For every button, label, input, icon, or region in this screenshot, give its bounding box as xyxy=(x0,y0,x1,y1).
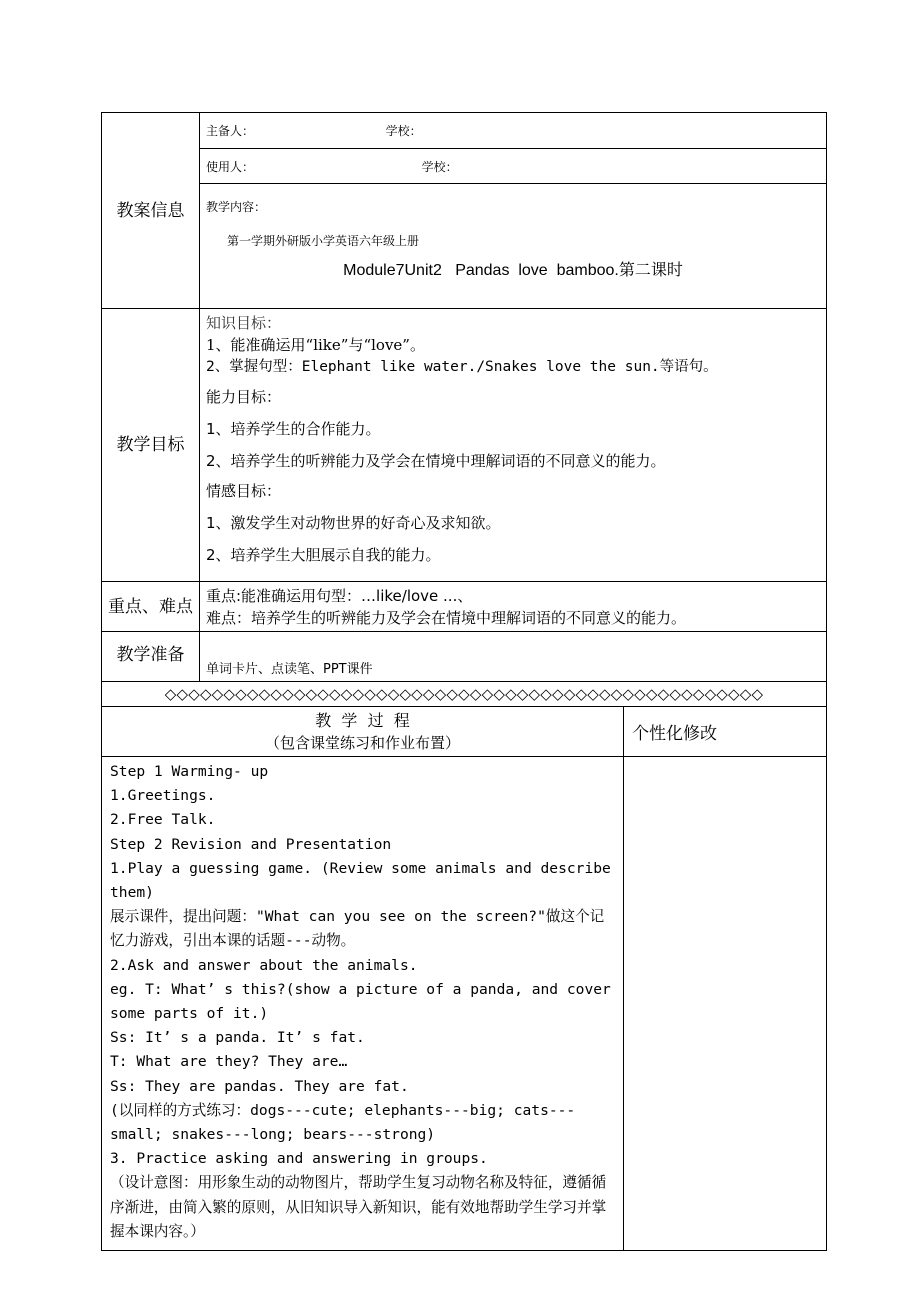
lesson-plan-table xyxy=(101,112,827,1251)
objective-line: 2、培养学生的听辨能力及学会在情境中理解词语的不同意义的能力。 xyxy=(206,452,666,470)
personalized-notes-cell xyxy=(624,757,827,1251)
process-line: 2.Free Talk. xyxy=(110,811,216,829)
objectives-label: 教学目标 xyxy=(102,309,200,582)
process-subheader: （包含课堂练习和作业布置） xyxy=(264,733,460,752)
school-label-1: 学校： xyxy=(385,124,422,138)
process-header: 教 学 过 程 xyxy=(315,710,410,730)
diamond-divider: ◇◇◇◇◇◇◇◇◇◇◇◇◇◇◇◇◇◇◇◇◇◇◇◇◇◇◇◇◇◇◇◇◇◇◇◇◇◇◇◇◇◇◇◇◇◇◇◇◇◇◇ xyxy=(102,682,827,707)
process-line: (以同样的方式练习：dogs---cute; elephants---big; cats---small; snakes---long; bears---strong) xyxy=(110,1101,576,1144)
objective-line: 情感目标： xyxy=(206,482,282,500)
objective-line: 1、能准确运用“like”与“love”。 xyxy=(206,336,425,354)
process-line: Step 2 Revision and Presentation xyxy=(110,835,392,853)
preparation-label: 教学准备 xyxy=(102,632,200,682)
objective-line: 知识目标： xyxy=(206,314,282,332)
process-line: 1.Play a guessing game. (Review some animals and describe them) xyxy=(110,859,611,902)
info-label: 教案信息 xyxy=(102,113,200,309)
key-points-cell xyxy=(200,582,827,632)
content-line: 第一学期外研版小学英语六年级上册 xyxy=(227,234,420,248)
process-line: 2.Ask and answer about the animals. xyxy=(110,956,418,974)
personalized-header: 个性化修改 xyxy=(624,707,827,757)
objective-line: 1、激发学生对动物世界的好奇心及求知欲。 xyxy=(206,514,501,532)
user-label: 使用人： xyxy=(206,159,255,174)
objective-line: 1、培养学生的合作能力。 xyxy=(206,420,381,438)
preparation-content: 单词卡片、点读笔、PPT课件 xyxy=(200,632,827,682)
process-line: Ss: It’ s a panda. It’ s fat. xyxy=(110,1029,365,1047)
key-point-line: 重点:能准确运用句型：…like/love ...、 xyxy=(206,586,473,605)
school-label-2: 学校： xyxy=(421,159,458,174)
process-line: （设计意图：用形象生动的动物图片，帮助学生复习动物名称及特征，遵循循序渐进，由简入繁的原则，从旧知识导入新知识，能有效地帮助学生学习并掌握本课内容。） xyxy=(110,1174,607,1240)
user-row xyxy=(200,149,827,184)
module-title: Module7Unit2 Pandas love bamboo.第二课时 xyxy=(343,262,683,279)
process-line: T: What are they? They are… xyxy=(110,1053,348,1071)
process-body xyxy=(102,757,624,1251)
preparer-label: 主备人： xyxy=(206,124,255,138)
objective-line: 2、培养学生大胆展示自我的能力。 xyxy=(206,546,441,564)
content-cell xyxy=(200,184,827,309)
preparer-row xyxy=(200,113,827,149)
difficult-point-line: 难点：培养学生的听辨能力及学会在情境中理解词语的不同意义的能力。 xyxy=(206,608,687,627)
objective-line: 能力目标： xyxy=(206,388,282,406)
objective-line: 2、掌握句型：Elephant like water./Snakes love the sun.等语句。 xyxy=(206,359,718,375)
process-line: Ss: They are pandas. They are fat. xyxy=(110,1077,409,1095)
process-line: 3. Practice asking and answering in groups. xyxy=(110,1150,488,1168)
content-label: 教学内容： xyxy=(206,200,267,214)
lesson-plan-page xyxy=(101,112,826,1251)
process-line: 1.Greetings. xyxy=(110,787,216,805)
key-points-label: 重点、难点 xyxy=(102,582,200,632)
process-header-cell xyxy=(102,707,624,757)
process-line: 展示课件，提出问题："What can you see on the screen?"做这个记忆力游戏，引出本课的话题---动物。 xyxy=(110,908,605,950)
objectives-cell xyxy=(200,309,827,582)
process-line: Step 1 Warming- up xyxy=(110,763,269,780)
process-line: eg. T: What’ s this?(show a picture of a panda, and cover some parts of it.) xyxy=(110,980,611,1023)
